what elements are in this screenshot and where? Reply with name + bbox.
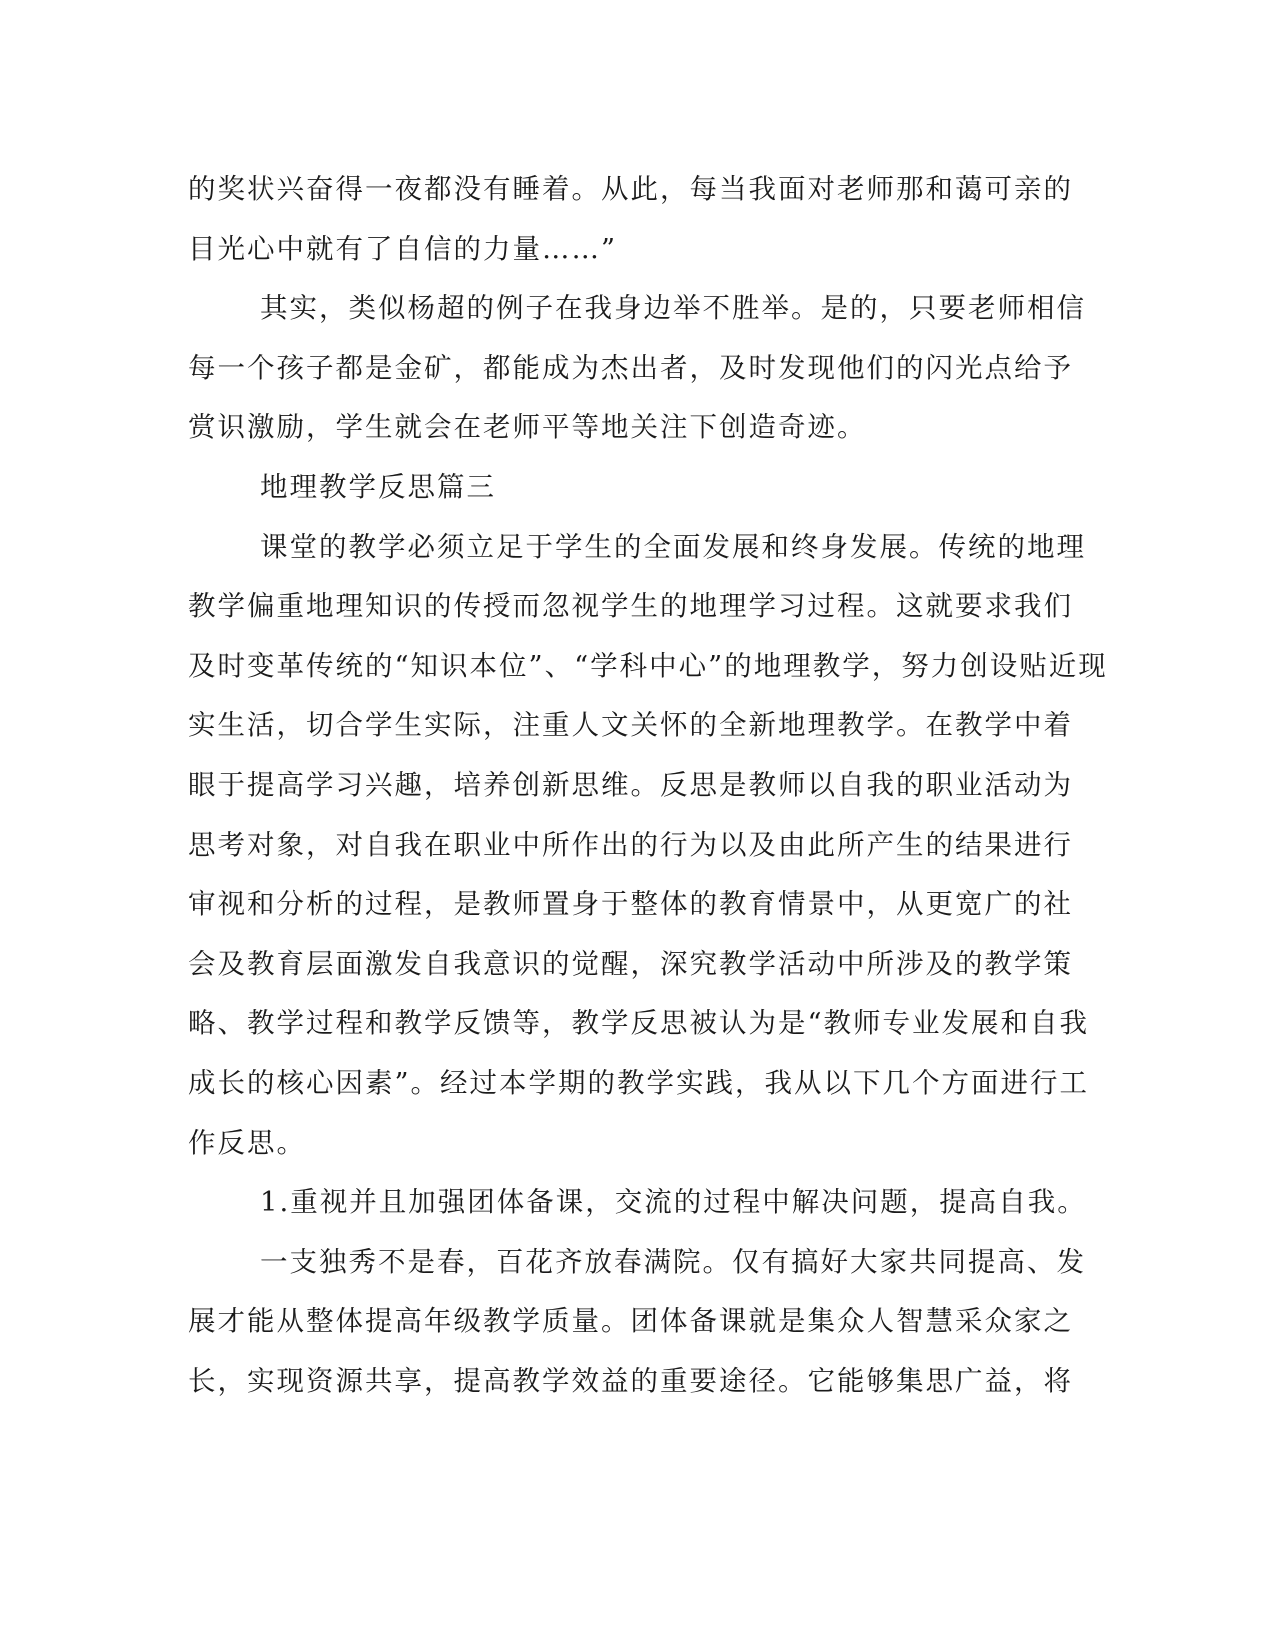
text-line: 作反思。: [188, 1126, 306, 1159]
body-text: [188, 160, 1108, 1411]
text-line: 略、教学过程和教学反馈等，教学反思被认为是“教师专业发展和自我: [188, 1007, 1090, 1040]
text-line: 的奖状兴奋得一夜都没有睡着。从此，每当我面对老师那和蔼可亲的: [188, 173, 1073, 205]
text-line: 思考对象，对自我在职业中所作出的行为以及由此所产生的结果进行: [188, 828, 1073, 861]
text-line: 赏识激励，学生就会在老师平等地关注下创造奇迹。: [188, 411, 867, 444]
text-line: 审视和分析的过程，是教师置身于整体的教育情景中，从更宽广的社: [188, 888, 1073, 921]
text-line: 教学偏重地理知识的传授而忽视学生的地理学习过程。这就要求我们: [188, 590, 1073, 623]
text-line: 展才能从整体提高年级教学质量。团体备课就是集众人智慧采众家之: [188, 1305, 1073, 1338]
text-line: 每一个孩子都是金矿，都能成为杰出者，及时发现他们的闪光点给予: [188, 351, 1073, 384]
text-line: 课堂的教学必须立足于学生的全面发展和终身发展。传统的地理: [260, 530, 1086, 563]
numbered-point: 1.重视并且加强团体备课，交流的过程中解决问题，提高自我。: [260, 1186, 1087, 1219]
text-line: 成长的核心因素”。经过本学期的教学实践，我从以下几个方面进行工: [188, 1066, 1090, 1099]
text-line: 一支独秀不是春，百花齐放春满院。仅有搞好大家共同提高、发: [260, 1245, 1086, 1278]
text-line: 其实，类似杨超的例子在我身边举不胜举。是的，只要老师相信: [260, 292, 1086, 325]
text-line: 及时变革传统的“知识本位”、“学科中心”的地理教学，努力创设贴近现: [188, 649, 1108, 682]
text-line: 长，实现资源共享，提高教学效益的重要途径。它能够集思广益，将: [188, 1364, 1073, 1397]
text-line: 目光心中就有了自信的力量……”: [188, 232, 618, 265]
text-line: 眼于提高学习兴趣，培养创新思维。反思是教师以自我的职业活动为: [188, 768, 1073, 801]
text-line: 实生活，切合学生实际，注重人文关怀的全新地理教学。在教学中着: [188, 709, 1073, 742]
text-line: 会及教育层面激发自我意识的觉醒，深究教学活动中所涉及的教学策: [188, 947, 1073, 980]
section-heading: 地理教学反思篇三: [260, 470, 496, 503]
